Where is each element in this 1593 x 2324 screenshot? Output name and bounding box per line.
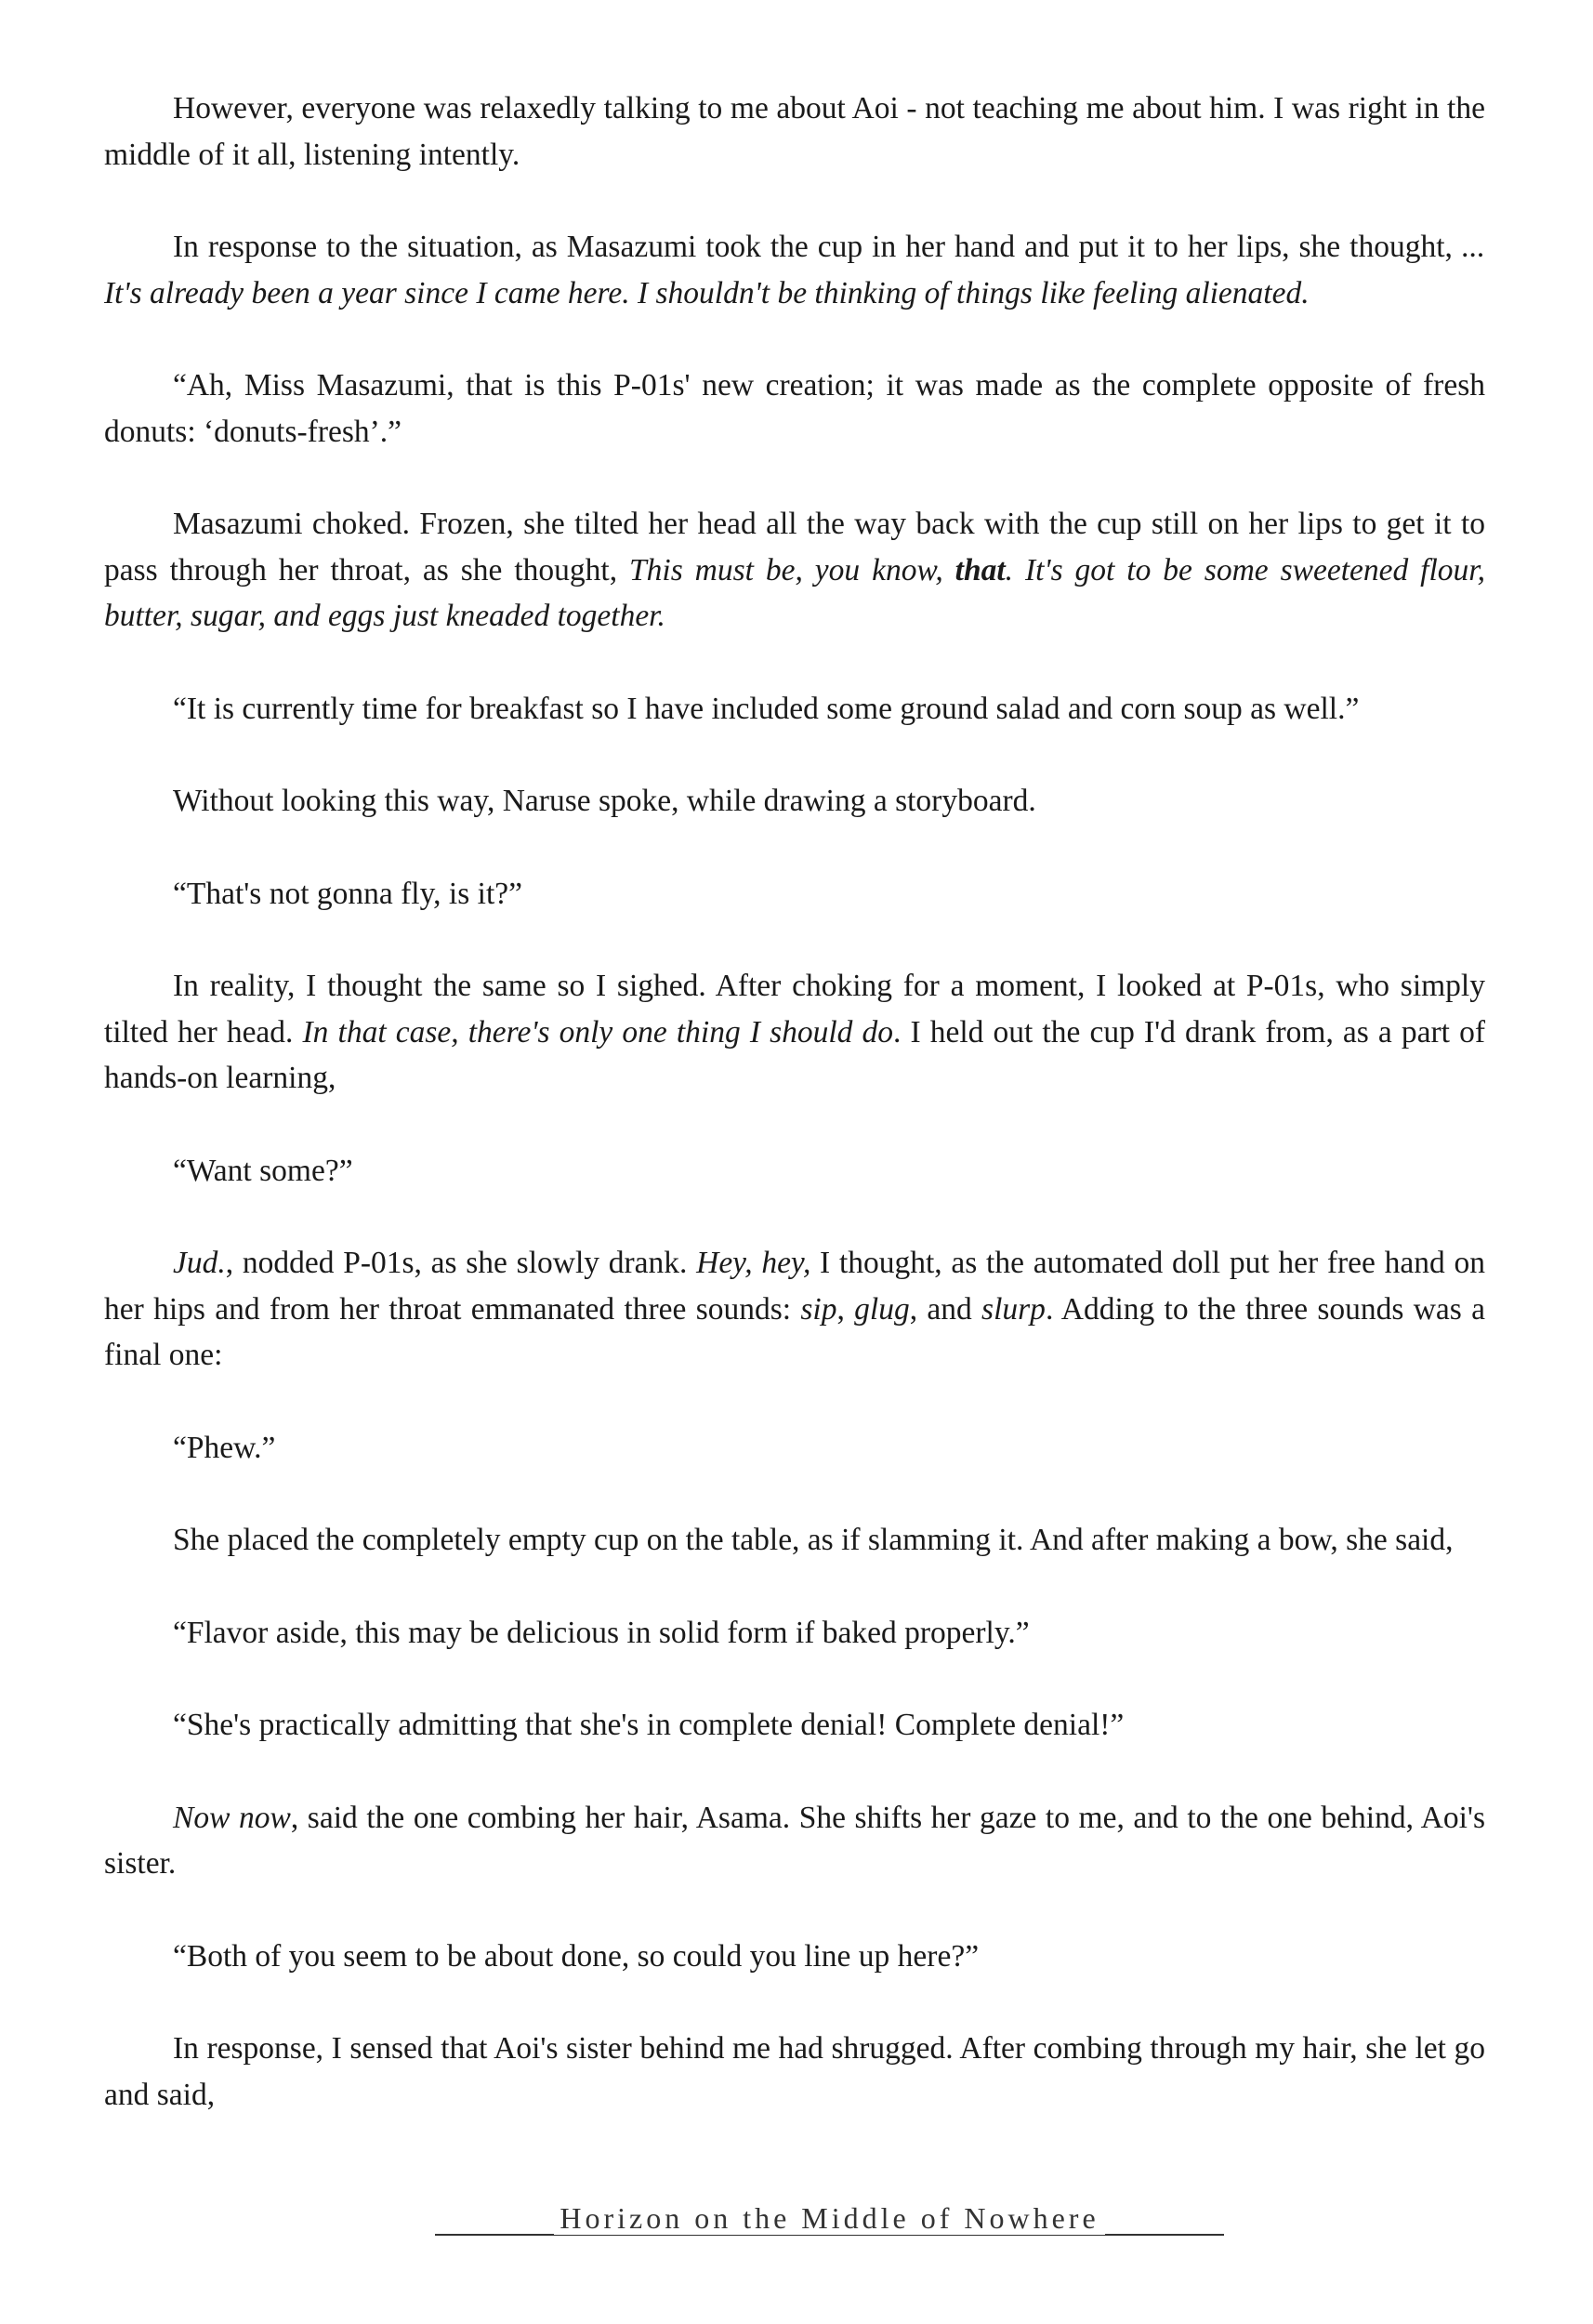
page-body — [104, 86, 1485, 2164]
text-run: , said the one combing her hair, Asama. She shifts her gaze to me, and to the one behind, Aoi's sister. — [104, 1800, 1485, 1881]
paragraph — [104, 686, 1485, 733]
paragraph — [104, 1517, 1485, 1564]
paragraph — [104, 86, 1485, 178]
paragraph — [104, 1702, 1485, 1749]
text-run: Masazumi choked. Frozen, she tilted her head all the way back with the cup still on her lips to get it to pass through her throat, as she thought, — [104, 507, 1485, 588]
paragraph — [104, 363, 1485, 455]
footer — [435, 2201, 1224, 2248]
text-run: “Flavor aside, this may be delicious in solid form if baked properly.” — [173, 1615, 1030, 1650]
text-run: I thought, as the automated doll put her free hand on her hips and from her throat emmanated three sounds: — [104, 1246, 1485, 1327]
text-run: “Both of you seem to be about done, so could you line up here?” — [173, 1938, 980, 1974]
text-run: In response to the situation, as Masazumi took the cup in her hand and put it to her lips, she thought, — [173, 230, 1462, 264]
italic-text: glug — [854, 1291, 910, 1327]
paragraph — [104, 778, 1485, 825]
text-run: “It is currently time for breakfast so I have included some ground salad and corn soup as well.” — [173, 691, 1360, 726]
italic-text: ... It's already been a year since I came here. I shouldn't be thinking of things like feeling alienated. — [104, 230, 1485, 310]
text-run: , nodded P-01s, as she slowly drank. — [225, 1246, 697, 1280]
bold-italic-text: that — [954, 552, 1006, 588]
paragraph — [104, 224, 1485, 316]
paragraph — [104, 1240, 1485, 1379]
footer-title-wrap — [435, 2201, 1224, 2236]
paragraph — [104, 2026, 1485, 2118]
italic-text: . It's got to be some sweetened flour, butter, sugar, and eggs just kneaded together. — [104, 552, 1485, 633]
paragraph — [104, 1425, 1485, 1472]
text-run: “Ah, Miss Masazumi, that is this P-01s' new creation; it was made as the complete opposite of fresh donuts: ‘donuts-fresh’.” — [104, 368, 1485, 449]
italic-text: Hey, hey, — [696, 1246, 811, 1280]
text-run: . I held out the cup I'd drank from, as a part of hands-on learning, — [104, 1014, 1485, 1095]
italic-text: Jud. — [173, 1246, 226, 1280]
paragraph — [104, 1934, 1485, 1980]
text-run: However, everyone was relaxedly talking to me about Aoi - not teaching me about him. I was right in the middle of it all, listening intently. — [104, 91, 1485, 172]
italic-text: sip — [800, 1291, 837, 1327]
paragraph — [104, 1795, 1485, 1887]
text-run: “Phew.” — [173, 1430, 276, 1465]
text-run: In response, I sensed that Aoi's sister behind me had shrugged. After combing through my hair, she let go and said, — [104, 2031, 1485, 2112]
paragraph — [104, 963, 1485, 1102]
italic-text: This must be, you know, — [629, 552, 955, 588]
footer-title: Horizon on the Middle of Nowhere — [554, 2201, 1104, 2235]
text-run: She placed the completely empty cup on the table, as if slamming it. And after making a bow, she said, — [173, 1523, 1454, 1557]
italic-text: slurp — [981, 1291, 1046, 1327]
paragraph — [104, 1610, 1485, 1657]
italic-text: In that case, there's only one thing I should do — [302, 1014, 894, 1050]
text-run: , and — [909, 1291, 982, 1327]
text-run: In reality, I thought the same so I sighed. After choking for a moment, I looked at P-01s, who simply tilted her head. — [104, 969, 1485, 1050]
text-run: Without looking this way, Naruse spoke, while drawing a storyboard. — [173, 784, 1036, 818]
text-run: “She's practically admitting that she's in complete denial! Complete denial!” — [173, 1708, 1125, 1742]
text-run: , — [836, 1291, 855, 1327]
text-run: . Adding to the three sounds was a final one: — [104, 1291, 1485, 1372]
text-run: “Want some?” — [173, 1153, 353, 1188]
paragraph — [104, 1148, 1485, 1195]
paragraph — [104, 871, 1485, 918]
paragraph — [104, 501, 1485, 640]
text-run: “That's not gonna fly, is it?” — [173, 876, 522, 911]
italic-text: Now now — [173, 1800, 291, 1835]
